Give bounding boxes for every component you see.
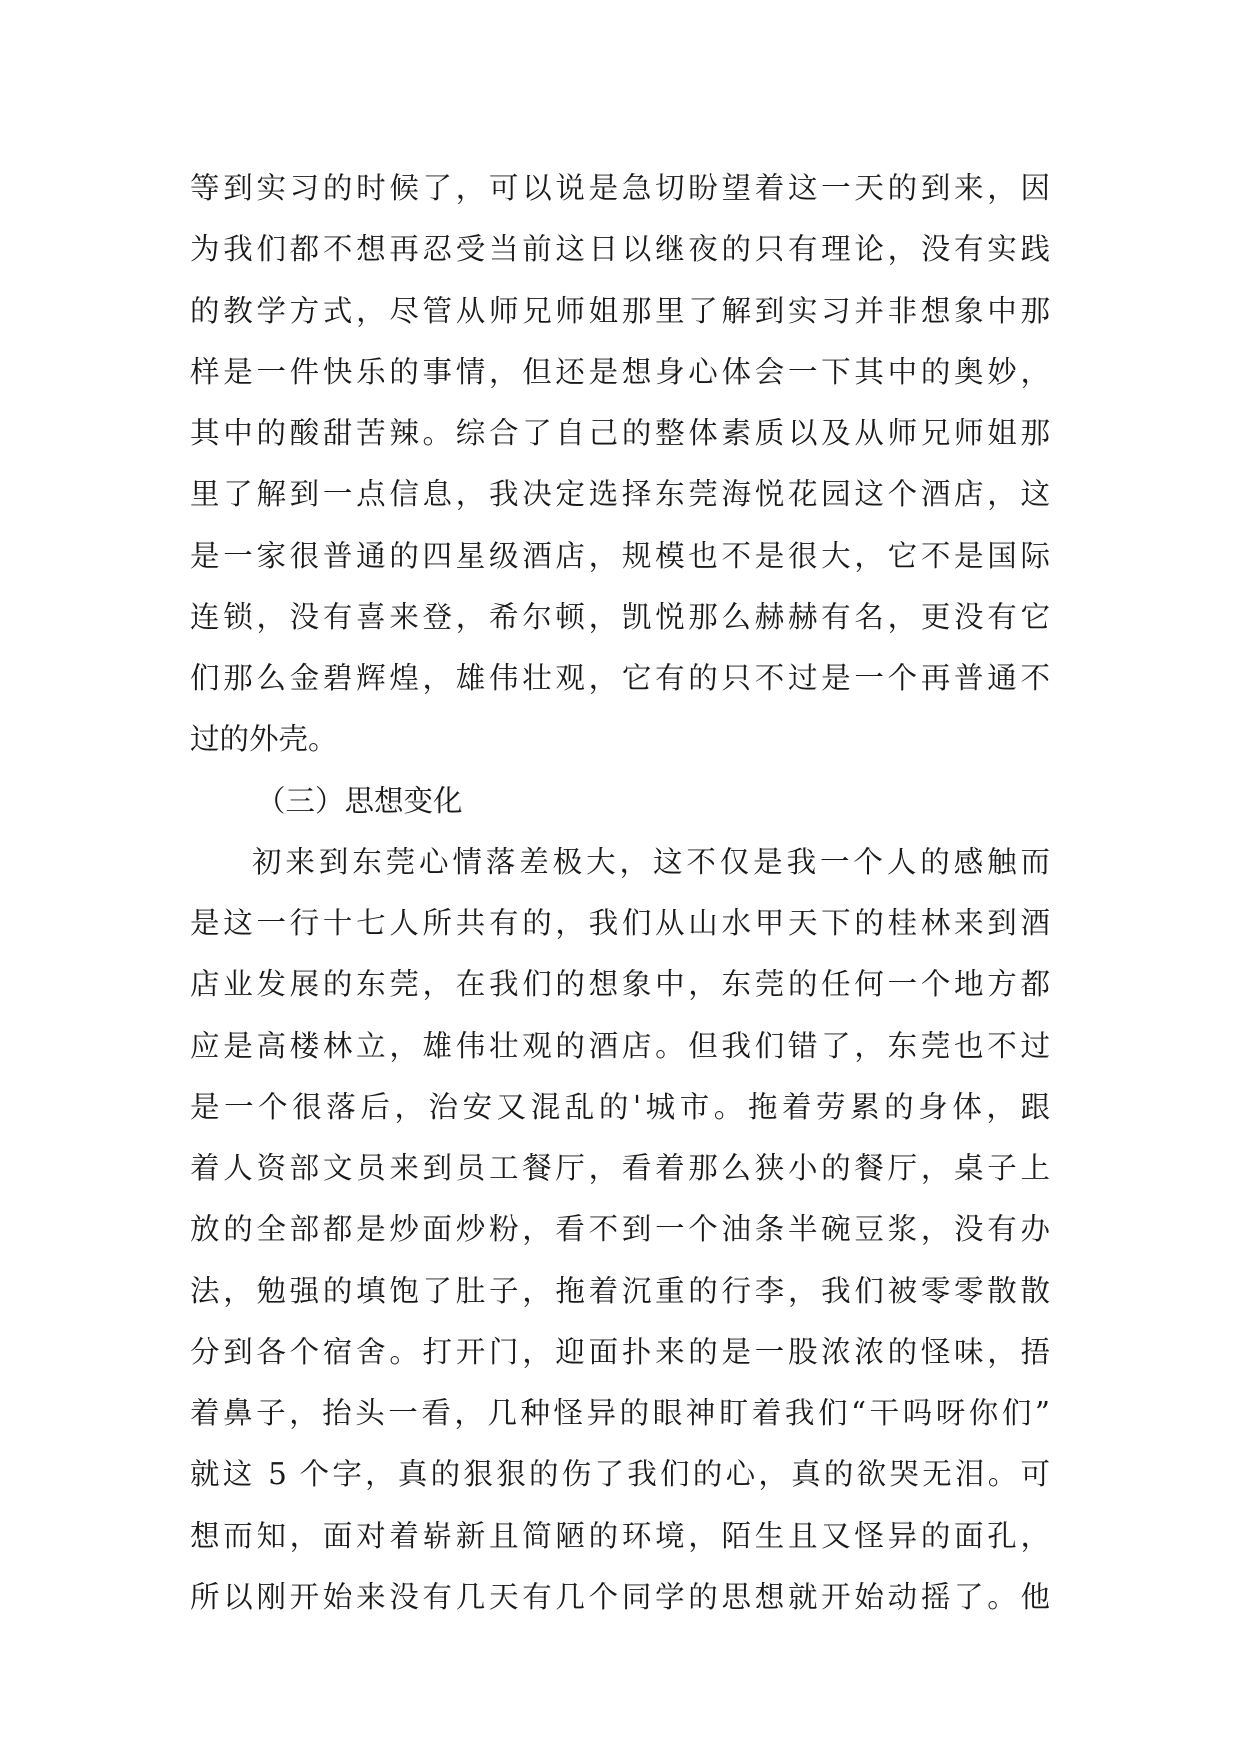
text-line: 着鼻子，抬头一看，几种怪异的眼神盯着我们“干吗呀你们” [190, 1396, 1050, 1430]
text-line: 连锁，没有喜来登，希尔顿，凯悦那么赫赫有名，更没有它 [190, 599, 1050, 634]
text-line: 其中的酸甜苦辣。综合了自己的整体素质以及从师兄师姐那 [190, 416, 1050, 450]
paragraph-2 [190, 832, 1050, 1628]
text-line: 是一个很落后，治安又混乱的'城市。拖着劳累的身体，跟 [190, 1089, 1050, 1124]
text-line: 想而知，面对着崭新且简陋的环境，陌生且又怪异的面孔， [190, 1518, 1050, 1553]
text-line: 就这 5 个字，真的狠狠的伤了我们的心，真的欲哭无泪。可 [190, 1457, 1050, 1492]
text-line: 是这一行十七人所共有的，我们从山水甲天下的桂林来到酒 [190, 906, 1050, 940]
paragraph-1 [190, 158, 1050, 771]
text-line: 过的外壳。 [190, 722, 338, 757]
text-line: 为我们都不想再忍受当前这日以继夜的只有理论，没有实践 [190, 232, 1050, 267]
text-line: 放的全部都是炒面炒粉，看不到一个油条半碗豆浆，没有办 [190, 1212, 1050, 1247]
text-line: 们那么金碧辉煌，雄伟壮观，它有的只不过是一个再普通不 [190, 661, 1050, 695]
text-line: 里了解到一点信息，我决定选择东莞海悦花园这个酒店，这 [190, 477, 1050, 512]
text-line: 的教学方式，尽管从师兄师姐那里了解到实习并非想象中那 [190, 293, 1050, 328]
text-line: 分到各个宿舍。打开门，迎面扑来的是一股浓浓的怪味，捂 [190, 1334, 1050, 1369]
text-line: 应是高楼林立，雄伟壮观的酒店。但我们错了，东莞也不过 [190, 1028, 1050, 1063]
text-line: 是一家很普通的四星级酒店，规模也不是很大，它不是国际 [190, 538, 1050, 573]
section-heading: （三）思想变化 [256, 783, 463, 818]
text-line: 等到实习的时候了，可以说是急切盼望着这一天的到来，因 [190, 171, 1050, 205]
text-line: 着人资部文员来到员工餐厅，看着那么狭小的餐厅，桌子上 [190, 1151, 1050, 1185]
text-line: 样是一件快乐的事情，但还是想身心体会一下其中的奥妙， [190, 354, 1050, 389]
text-line: 初来到东莞心情落差极大，这不仅是我一个人的感触而 [252, 844, 1050, 879]
text-line: 店业发展的东莞，在我们的想象中，东莞的任何一个地方都 [190, 967, 1050, 1002]
text-line: 所以刚开始来没有几天有几个同学的思想就开始动摇了。他 [190, 1579, 1050, 1614]
document-body [190, 158, 1050, 1628]
text-line: 法，勉强的填饱了肚子，拖着沉重的行李，我们被零零散散 [190, 1273, 1050, 1308]
